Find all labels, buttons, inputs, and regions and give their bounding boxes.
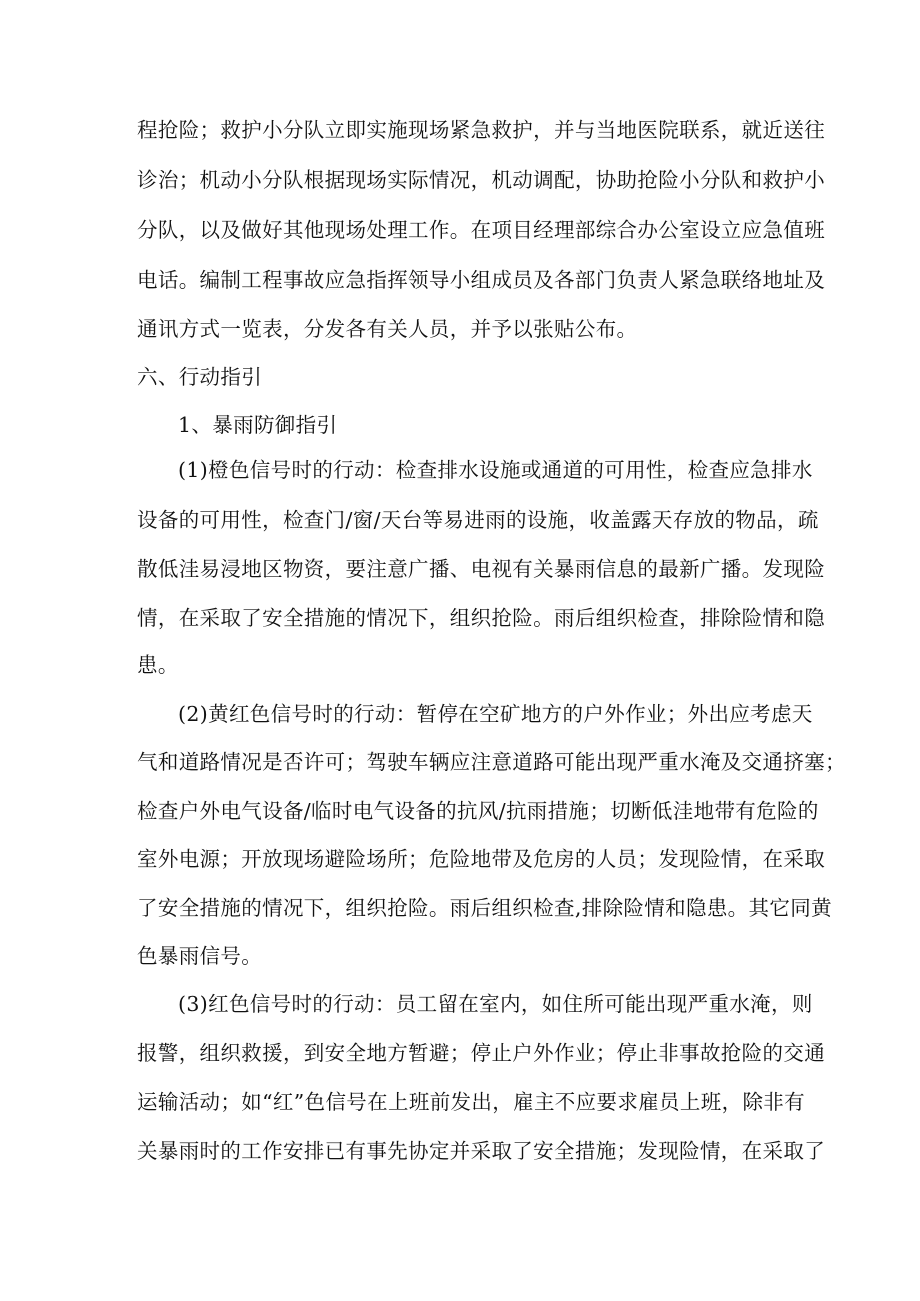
yellow-red-signal-line: 色暴雨信号。 bbox=[137, 944, 263, 968]
section-heading: 六、行动指引 bbox=[137, 365, 263, 389]
paragraph-line: 分队，以及做好其他现场处理工作。在项目经理部综合办公室设立应急值班 bbox=[137, 218, 826, 242]
yellow-red-signal-line: 室外电源；开放现场避险场所；危险地带及危房的人员；发现险情，在采取 bbox=[137, 847, 826, 871]
subsection-heading: 1、暴雨防御指引 bbox=[178, 413, 338, 437]
orange-signal-line: 设备的可用性，检查门/窗/天台等易进雨的设施，收盖露天存放的物品，疏 bbox=[137, 508, 819, 532]
orange-signal-line: (1)橙色信号时的行动：检查排水设施或通道的可用性，检查应急排水 bbox=[178, 458, 813, 482]
red-signal-line: 关暴雨时的工作安排已有事先协定并采取了安全措施；发现险情，在采取了 bbox=[137, 1139, 826, 1163]
yellow-red-signal-line: 检查户外电气设备/临时电气设备的抗风/抗雨措施；切断低洼地带有危险的 bbox=[137, 799, 819, 823]
red-signal-line: 运输活动；如“红”色信号在上班前发出，雇主不应要求雇员上班，除非有 bbox=[137, 1090, 806, 1114]
orange-signal-line: 患。 bbox=[137, 653, 179, 677]
orange-signal-line: 情，在采取了安全措施的情况下，组织抢险。雨后组织检查，排除险情和隐 bbox=[137, 606, 826, 630]
yellow-red-signal-line: 气和道路情况是否许可；驾驶车辆应注意道路可能出现严重水淹及交通挤塞； bbox=[137, 750, 846, 774]
yellow-red-signal-line: 了安全措施的情况下，组织抢险。雨后组织检查,排除险情和隐患。其它同黄 bbox=[137, 896, 832, 920]
yellow-red-signal-line: (2)黄红色信号时的行动：暂停在空矿地方的户外作业；外出应考虑天 bbox=[178, 702, 813, 726]
red-signal-line: 报警，组织救援，到安全地方暂避；停止户外作业；停止非事故抢险的交通 bbox=[137, 1041, 826, 1065]
orange-signal-line: 散低洼易浸地区物资，要注意广播、电视有关暴雨信息的最新广播。发现险 bbox=[137, 557, 826, 581]
paragraph-line: 通讯方式一览表，分发各有关人员，并予以张贴公布。 bbox=[137, 317, 638, 341]
paragraph-line: 电话。编制工程事故应急指挥领导小组成员及各部门负责人紧急联络地址及 bbox=[137, 268, 826, 292]
paragraph-line: 诊治；机动小分队根据现场实际情况，机动调配，协助抢险小分队和救护小 bbox=[137, 168, 826, 192]
red-signal-line: (3)红色信号时的行动：员工留在室内，如住所可能出现严重水淹，则 bbox=[178, 992, 813, 1016]
paragraph-line: 程抢险；救护小分队立即实施现场紧急救护，并与当地医院联系，就近送往 bbox=[137, 118, 826, 142]
